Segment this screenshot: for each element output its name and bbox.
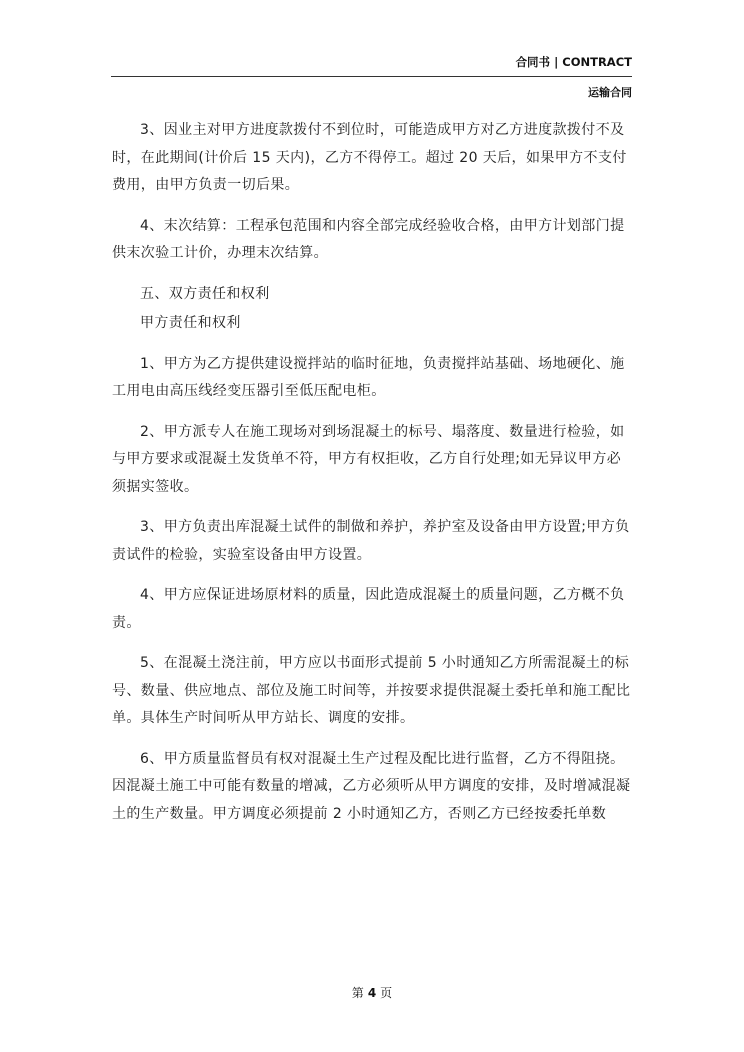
- header-title: 合同书 | CONTRACT: [515, 55, 632, 69]
- section-heading-responsibilities: 五、双方责任和权利: [140, 285, 270, 302]
- page-label-suffix: 页: [380, 986, 393, 1000]
- paragraph-party-a-item-2: 2、甲方派专人在施工现场对到场混凝土的标号、塌落度、数量进行检验，如与甲方要求或混凝土发货单不符，甲方有权拒收，乙方自行处理;如无异议甲方必须据实签收。: [112, 423, 625, 495]
- header-subtitle: 运输合同: [588, 86, 632, 99]
- page-number: 4: [367, 986, 377, 1000]
- paragraph-party-a-item-3: 3、甲方负责出库混凝土试件的制做和养护，养护室及设备由甲方设置;甲方负责试件的检验，实验室设备由甲方设置。: [112, 519, 630, 563]
- header-divider: [111, 76, 632, 77]
- paragraph-progress-payment: 3、因业主对甲方进度款拨付不到位时，可能造成甲方对乙方进度款拨付不及时，在此期间(计价后 15 天内)，乙方不得停工。超过 20 天后，如果甲方不支付费用，由甲方负责一切后果。: [112, 122, 627, 193]
- paragraph-party-a-item-1: 1、甲方为乙方提供建设搅拌站的临时征地，负责搅拌站基础、场地硬化、施工用电由高压线经变压器引至低压配电柜。: [112, 355, 625, 399]
- paragraph-party-a-item-5: 5、在混凝土浇注前，甲方应以书面形式提前 5 小时通知乙方所需混凝土的标号、数量、供应地点、部位及施工时间等，并按要求提供混凝土委托单和施工配比单。具体生产时间听从甲方站长、调度的安排。: [112, 655, 631, 726]
- document-body: [112, 117, 632, 841]
- paragraph-party-a-item-4: 4、甲方应保证进场原材料的质量，因此造成混凝土的质量问题，乙方概不负责。: [112, 587, 625, 631]
- paragraph-party-a-item-6: 6、甲方质量监督员有权对混凝土生产过程及配比进行监督，乙方不得阻挠。因混凝土施工中可能有数量的增减，乙方必须听从甲方调度的安排，及时增减混凝土的生产数量。甲方调度必须提前 2 小时通知乙方，否则乙方已经按委托单数: [112, 750, 631, 822]
- paragraph-final-settlement: 4、末次结算：工程承包范围和内容全部完成经验收合格，由甲方计划部门提供末次验工计价，办理末次结算。: [112, 217, 625, 261]
- page-footer: [0, 984, 744, 1001]
- subsection-heading-party-a: 甲方责任和权利: [140, 315, 241, 331]
- page-label-prefix: 第: [351, 986, 364, 1000]
